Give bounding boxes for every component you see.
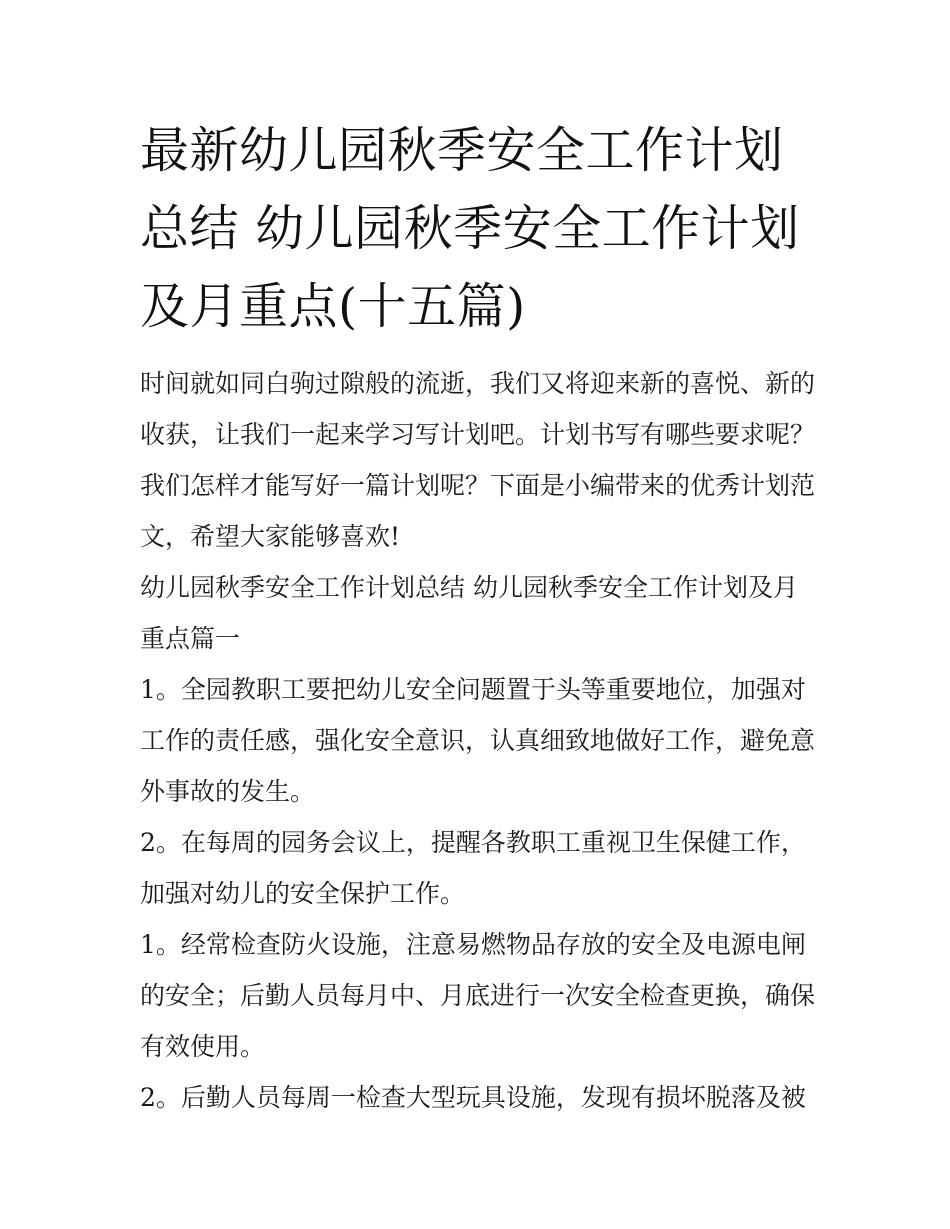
text-line: 时间就如同白驹过隙般的流逝，我们又将迎来新的喜悦、新的 bbox=[140, 369, 816, 398]
text-line: 外事故的发生。 bbox=[140, 777, 316, 806]
text-line: 幼儿园秋季安全工作计划总结 幼儿园秋季安全工作计划及月 bbox=[140, 573, 798, 602]
text-line: 文，希望大家能够喜欢! bbox=[140, 522, 401, 551]
section-heading-paragraph bbox=[140, 562, 812, 664]
text-line: 我们怎样才能写好一篇计划呢？下面是小编带来的优秀计划范 bbox=[140, 471, 816, 500]
intro-paragraph bbox=[140, 358, 816, 562]
text-line: 工作的责任感，强化安全意识，认真细致地做好工作，避免意 bbox=[140, 726, 816, 755]
title-line: 总结 幼儿园秋季安全工作计划 bbox=[140, 200, 800, 257]
text-line: 加强对幼儿的安全保护工作。 bbox=[140, 879, 466, 908]
numbered-paragraph bbox=[140, 817, 812, 919]
text-line: 2。在每周的园务会议上，提醒各教职工重视卫生保健工作， bbox=[140, 828, 806, 857]
text-line: 重点篇一 bbox=[140, 624, 241, 653]
numbered-paragraph bbox=[140, 664, 816, 817]
numbered-paragraph bbox=[140, 919, 816, 1072]
document-content bbox=[140, 112, 816, 1123]
title-line: 及月重点(十五篇) bbox=[140, 278, 526, 335]
document-title bbox=[140, 112, 812, 346]
text-line: 2。后勤人员每周一检查大型玩具设施，发现有损坏脱落及被 bbox=[140, 1083, 806, 1112]
text-line: 1。经常检查防火设施，注意易燃物品存放的安全及电源电闸 bbox=[140, 930, 806, 959]
text-line: 有效使用。 bbox=[140, 1032, 266, 1061]
document-body bbox=[140, 358, 816, 1123]
numbered-paragraph bbox=[140, 1072, 812, 1123]
text-line: 1。全园教职工要把幼儿安全问题置于头等重要地位，加强对 bbox=[140, 675, 806, 704]
text-line: 收获，让我们一起来学习写计划吧。计划书写有哪些要求呢？ bbox=[140, 420, 816, 449]
title-line: 最新幼儿园秋季安全工作计划 bbox=[140, 122, 784, 179]
text-line: 的安全；后勤人员每月中、月底进行一次安全检查更换，确保 bbox=[140, 981, 816, 1010]
